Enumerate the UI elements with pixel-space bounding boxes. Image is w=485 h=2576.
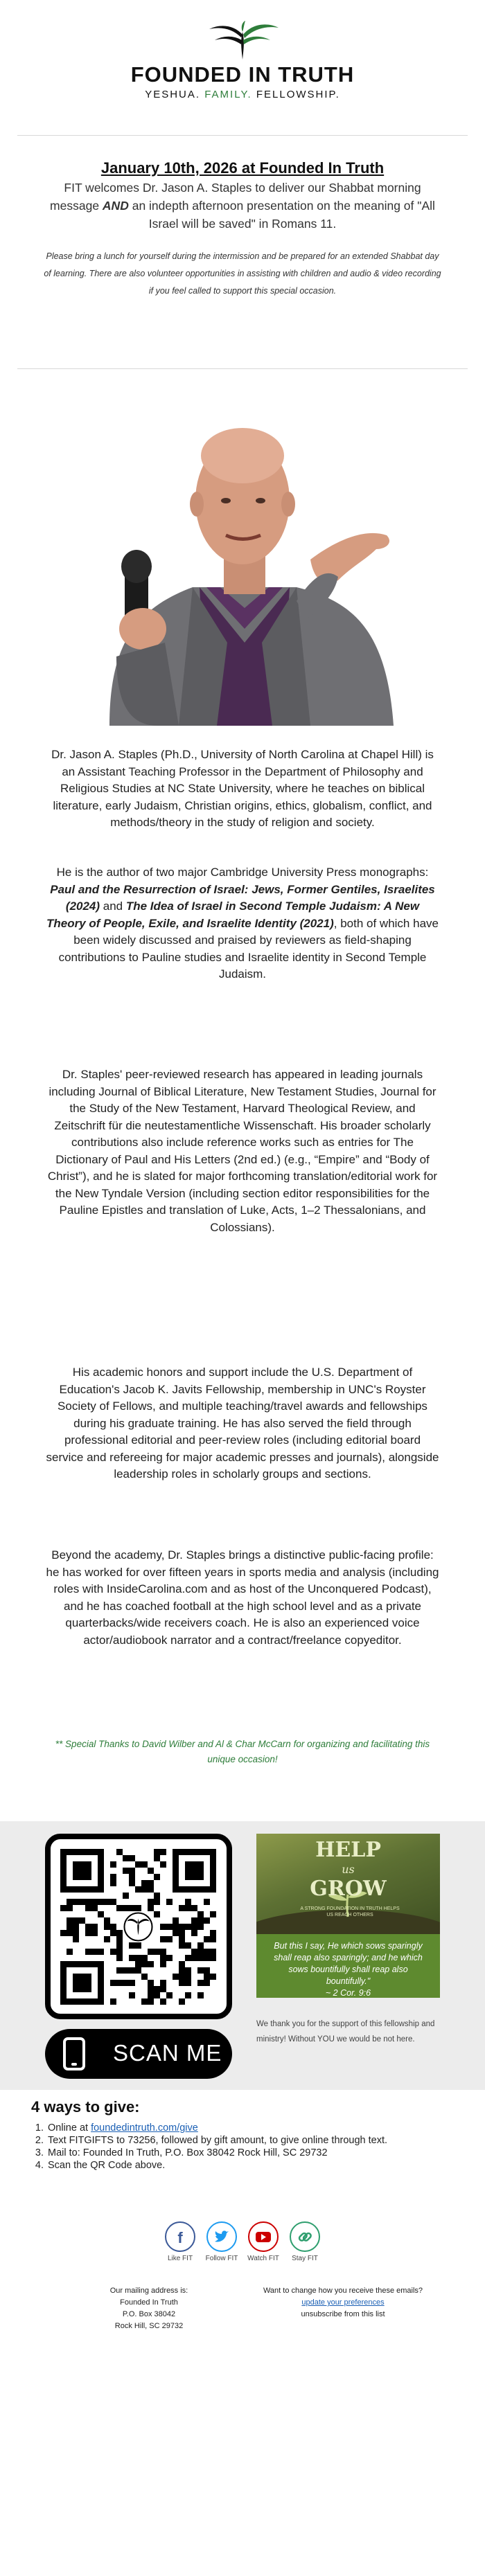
bio-paragraph-2: [45, 864, 440, 983]
book-title-1: Paul and the Resurrection of Israel: Jews, Former Gentiles, Israelites (2024): [50, 882, 435, 913]
link-icon: [290, 2221, 320, 2252]
event-lead: [42, 179, 443, 233]
lead-and: AND: [102, 199, 129, 213]
help-us-grow-title: [256, 1838, 440, 1901]
bio-p2-intro: He is the author of two major Cambridge University Press monographs:: [56, 866, 429, 879]
qr-code-icon: [51, 1839, 227, 2014]
phone-icon: [63, 2037, 85, 2070]
address-line: Founded In Truth: [120, 2298, 178, 2307]
tag-family: FAMILY.: [204, 89, 252, 100]
org-tagline: [0, 89, 485, 100]
address-line: P.O. Box 38042: [122, 2310, 176, 2318]
special-thanks: ** Special Thanks to David Wilber and Al & Char McCarn for organizing and facilitating this unique occasion!: [55, 1739, 430, 1764]
mailing-address: [62, 2285, 236, 2332]
give-item-text: 2. Text FITGIFTS to 73256, followed by gift amount, to give online through text.: [46, 2134, 461, 2147]
social-website[interactable]: [284, 2221, 326, 2262]
tag-yeshua: YESHUA.: [145, 89, 201, 100]
social-facebook[interactable]: [159, 2221, 201, 2262]
twitter-icon: [206, 2221, 237, 2252]
social-label: Watch FIT: [247, 2255, 279, 2262]
intro-section: [42, 159, 443, 300]
update-preferences-link[interactable]: update your preferences: [301, 2298, 385, 2307]
bio-paragraph-4: His academic honors and support include the U.S. Department of Education's Jacob K. Javits Fellowship, membership in UNC's Royster Society of Fellows, and multiple teaching/travel awards and fellowships during his graduate training. He has also served the field through professional editorial and peer-review roles (including editorial board service and refereeing for major academic presses and journals), alongside leadership roles in scholarly groups and sections.: [46, 1366, 439, 1481]
social-youtube[interactable]: [242, 2221, 284, 2262]
divider: [17, 135, 468, 136]
bio-p2-outro: , both of which have been widely discussed and praised by reviewers as field-shaping contributions to Pauline studies and Israelite identity in Second Temple Judaism.: [58, 916, 439, 981]
qr-code[interactable]: [45, 1834, 232, 2019]
bio-p2-and: and: [100, 900, 126, 913]
lunch-note: Please bring a lunch for yourself during the intermission and be prepared for an extended Shabbat day of learning. There are also volunteer opportunities in assisting with children and audio & video recording if you feel called to support this special occasion.: [44, 251, 441, 296]
social-label: Follow FIT: [205, 2255, 238, 2262]
facebook-icon: [165, 2221, 195, 2252]
social-label: Like FIT: [167, 2255, 193, 2262]
word-help: HELP: [315, 1838, 381, 1862]
verse-text: But this I say, He which sows sparingly shall reap also sparingly; and he which sows bountifully shall reap also bountifully.": [274, 1941, 423, 1986]
header-logo[interactable]: [0, 19, 485, 116]
youtube-icon: [248, 2221, 279, 2252]
lead-text-2: an indepth afternoon presentation on the meaning of "All Israel will be saved" in Romans 11.: [128, 199, 435, 231]
bio-paragraph-1: Dr. Jason A. Staples (Ph.D., University of North Carolina at Chapel Hill) is an Assistant Teaching Professor in the Department of Philosophy and Religious Studies at NC State University, where he teaches on biblical literature, early Judaism, Christian origins, ethics, globalism, conflict, and methods/theory in the study of religion and society.: [51, 748, 434, 829]
help-us-grow-image: [256, 1834, 440, 1934]
book-title-2: The Idea of Israel in Second Temple Judaism: A New Theory of People, Exile, and Israelite Identity (2021): [46, 900, 420, 930]
unsubscribe-link[interactable]: unsubscribe from this list: [301, 2310, 385, 2318]
address-line: Rock Hill, SC 29732: [114, 2322, 184, 2330]
divider: [17, 368, 468, 369]
support-thanks: We thank you for the support of this fellowship and ministry! Without YOU we would be not here.: [256, 2020, 435, 2043]
scan-me-badge: [45, 2029, 232, 2079]
address-title: Our mailing address is:: [109, 2287, 188, 2295]
email-preferences: [249, 2285, 436, 2320]
social-twitter[interactable]: [201, 2221, 242, 2262]
lead-text-1: FIT welcomes Dr. Jason A. Staples to deliver our Shabbat morning message: [50, 181, 421, 213]
give-item-qr: 4. Scan the QR Code above.: [46, 2159, 461, 2172]
scripture-verse: [256, 1934, 440, 1998]
give-online-prefix: Online at: [48, 2122, 91, 2134]
social-label: Stay FIT: [292, 2255, 318, 2262]
bio-paragraph-5: Beyond the academy, Dr. Staples brings a distinctive public-facing profile: he has worked for over fifteen years in sports media and analysis (including roles with InsideCarolina.com and as host of the Unconquered Podcast), and he has coached football at the high school level and as a private quarterbacks/wide receivers coach. He is also an experienced voice actor/audiobook narrator and a contract/freelance copyeditor.: [46, 1548, 439, 1647]
tree-logo-icon: [201, 19, 284, 61]
event-headline: January 10th, 2026 at Founded In Truth: [100, 159, 385, 177]
give-item-mail: 3. Mail to: Founded In Truth, P.O. Box 38042 Rock Hill, SC 29732: [46, 2147, 461, 2159]
word-grow: GROW: [310, 1877, 387, 1901]
give-title: 4 ways to give:: [31, 2098, 140, 2116]
bio-paragraph-3: Dr. Staples' peer-reviewed research has appeared in leading journals including Journal of Biblical Literature, New Testament Studies, Journal for the Study of the New Testament, Harvard Theological Review, and Zeitschrift für die neutestamentliche Wissenschaft. His broader scholarly contributions also include reference works such as entries for The Dictionary of Paul and His Letters (2nd ed.) (e.g., “Empire” and “Body of Christ”), and he is slated for major forthcoming translation/editorial work for the New Tyndale Version (including section editor responsibilities for the Pauline Epistles and translation of Luke, Acts, 1–2 Thessalonians, and Colossians).: [47, 1068, 438, 1234]
svg-text:f: f: [177, 2229, 183, 2246]
give-link[interactable]: foundedintruth.com/give: [91, 2122, 198, 2134]
help-subtext: A STRONG FOUNDATION IN TRUTH HELPS US REACH OTHERS: [300, 1906, 400, 1917]
verse-reference: ~ 2 Cor. 9:6: [325, 1988, 371, 1998]
give-list: [46, 2122, 461, 2172]
scan-me-label: SCAN ME: [113, 2040, 222, 2066]
preferences-question: Want to change how you receive these emails?: [263, 2287, 423, 2295]
org-name: FOUNDED IN TRUTH: [130, 62, 355, 87]
ways-to-give: [31, 2098, 461, 2172]
speaker-photo: [61, 379, 425, 726]
give-item-online: [46, 2122, 461, 2134]
word-us: us: [342, 1863, 355, 1876]
tag-fellowship: FELLOWSHIP.: [256, 89, 340, 100]
